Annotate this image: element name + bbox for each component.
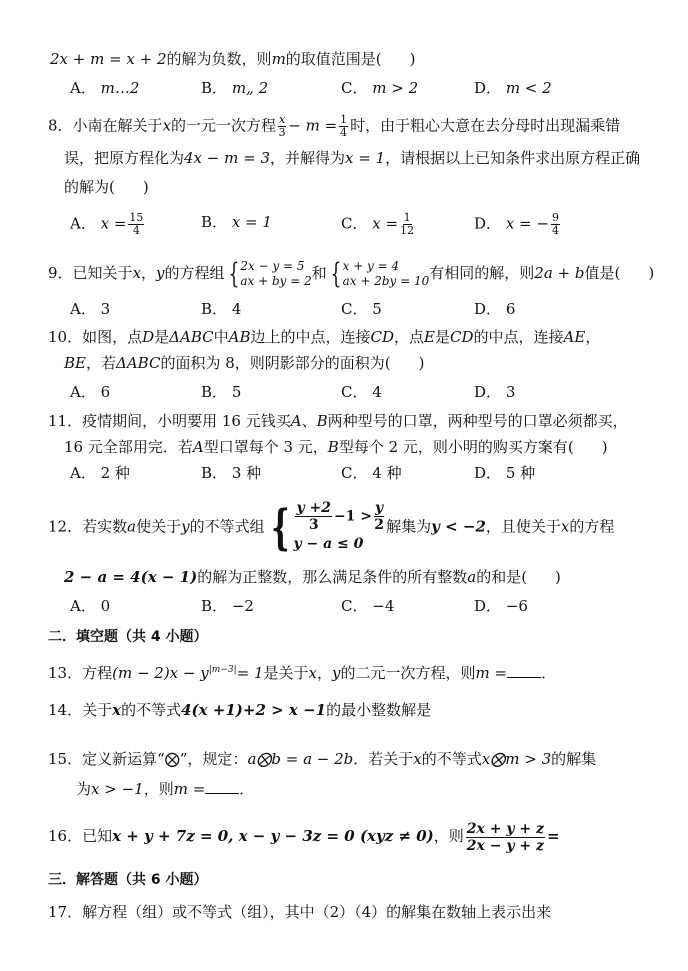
q15-line-2: 为x > −1，则m = ． [76, 780, 255, 798]
q10-line-2: BE，若ΔABC的面积为 8，则阴影部分的面积为( ) [64, 354, 425, 372]
q11-option-d: D． 5 种 [474, 464, 536, 482]
q16-stem: 16．已知x + y + 7z = 0, x − y − 3z = 0 (xyz ≠ 0)，则 $\frac{2x + y + z}{2x - y + z}$ = [48, 820, 560, 854]
q9-option-d: D． 6 [474, 300, 516, 318]
q11-option-a: A． 2 种 [70, 464, 130, 482]
q9-stem: 9．已知关于x，y的方程组 { 2x − y = 5 ax + by = 2 和 { x + y = 4 ax + 2by = 10 有相同的解，则2a + b值是( ) [48, 257, 655, 290]
q14-stem: 14．关于x的不等式4(x +1)+2 > x −1的最小整数解是 [48, 701, 432, 719]
q8-option-d: D． x = − $\frac{9}{4}$ [474, 211, 559, 237]
q8-option-a: A． x = $\frac{15}{4}$ [70, 211, 144, 237]
q11-option-b: B． 3 种 [201, 464, 262, 482]
q10-option-c: C． 4 [341, 383, 382, 401]
q12-inequality-system: { $\frac{y +2}{3}$ −1 > $\frac{y}{2}$ y − a ≤ 0 [270, 499, 384, 556]
q7-option-a: A． m…2 [70, 79, 140, 97]
q7-equation: 2x + m = x + 2 [50, 50, 167, 68]
q13-stem: 13．方程$(m - 2)x - y^{|m-3|}= 1$是关于x，y的二元一次方程，则m = ． [48, 664, 557, 682]
section-3-heading: 三．解答题（共 6 小题） [48, 872, 208, 888]
q8-option-c: C． x = $\frac{1}{12}$ [341, 211, 415, 237]
q8-fraction-1-4: $\frac{1}{4}$ [340, 113, 348, 139]
q9-system-2: { x + y = 4 ax + 2by = 10 [330, 257, 430, 290]
q8-option-b: B． x = 1 [201, 213, 272, 231]
q12-option-b: B． −2 [201, 597, 254, 615]
q10-line-1: 10．如图，点D是ΔABC中AB边上的中点，连接CD，点E是CD的中点，连接AE， [48, 328, 601, 346]
q8-line-3: 的解为( ) [64, 178, 149, 196]
q10-option-b: B． 5 [201, 383, 242, 401]
q9-option-c: C． 5 [341, 300, 382, 318]
q7-stem: 2x + m = x + 2的解为负数，则m的取值范围是( ) [50, 50, 416, 68]
q8-line-2: 误，把原方程化为4x − m = 3，并解得为x = 1，请根据以上已知条件求出原方程正确 [64, 149, 641, 167]
q11-line-2: 16 元全部用完．若A型口罩每个 3 元，B型每个 2 元，则小明的购买方案有( ) [64, 438, 608, 456]
q10-option-a: A． 6 [70, 383, 111, 401]
q15-line-1: 15．定义新运算“⨂”，规定：a⨂b = a − 2b．若关于x的不等式x⨂m > 3的解集 [48, 750, 597, 768]
q7-option-d: D． m < 2 [474, 79, 552, 97]
q9-option-b: B． 4 [201, 300, 242, 318]
q7-option-c: C． m > 2 [341, 79, 419, 97]
q8-fraction-x-3: $\frac{x}{3}$ [278, 113, 286, 139]
q13-answer-blank[interactable] [507, 665, 541, 678]
q7-option-b: B． m„ 2 [201, 79, 269, 97]
q15-answer-blank[interactable] [205, 781, 239, 794]
q9-system-1: { 2x − y = 5 ax + by = 2 [228, 257, 312, 290]
q12-option-c: C． −4 [341, 597, 395, 615]
q11-line-1: 11．疫情期间，小明要用 16 元钱买A、B两种型号的口罩，两种型号的口罩必须都买， [48, 412, 628, 430]
q12-line-1: 12．若实数a使关于y的不等式组 { $\frac{y +2}{3}$ −1 > $\frac{y}{2}$ y − a ≤ 0 解集为y < −2，且使关于x的方程 [48, 499, 615, 556]
q11-option-c: C． 4 种 [341, 464, 402, 482]
q12-option-a: A． 0 [70, 597, 111, 615]
section-2-heading: 二．填空题（共 4 小题） [48, 629, 208, 645]
q8-line-1: 8．小南在解关于x的一元一次方程 $\frac{x}{3}$ − m = $\frac{1}{4}$ 时，由于粗心大意在去分母时出现漏乘错 [48, 113, 621, 139]
q16-fraction: $\frac{2x + y + z}{2x - y + z}$ [466, 820, 544, 854]
q9-option-a: A． 3 [70, 300, 111, 318]
q12-line-2: 2 − a = 4(x − 1)的解为正整数，那么满足条件的所有整数a的和是( ) [64, 568, 561, 586]
q10-option-d: D． 3 [474, 383, 516, 401]
q12-option-d: D． −6 [474, 597, 528, 615]
q17-stem: 17．解方程（组）或不等式（组），其中（2）（4）的解集在数轴上表示出来 [48, 903, 552, 921]
